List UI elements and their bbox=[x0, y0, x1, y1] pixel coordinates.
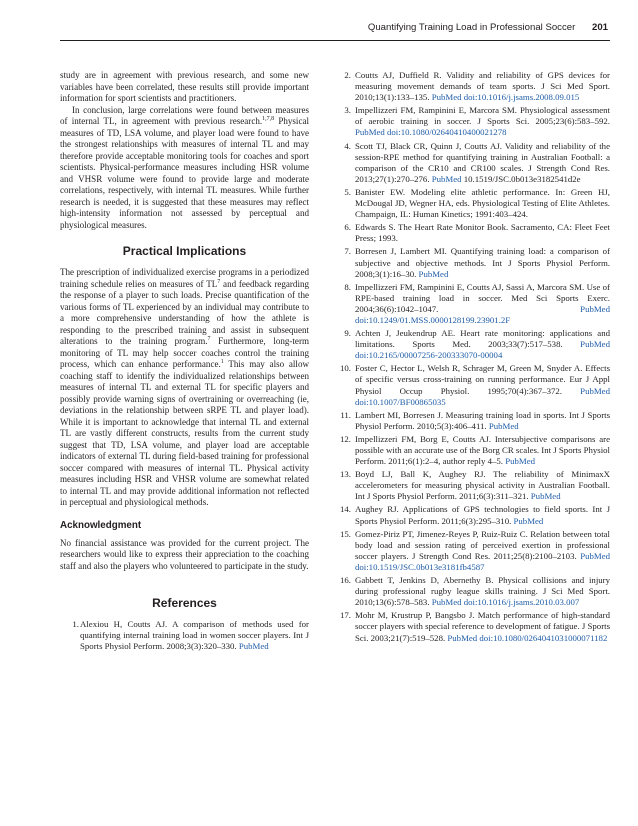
reference-item bbox=[332, 504, 610, 526]
reference-number: 16. bbox=[340, 575, 351, 586]
reference-item bbox=[332, 246, 610, 279]
reference-item bbox=[332, 222, 610, 244]
reference-item bbox=[332, 410, 610, 432]
reference-item bbox=[332, 363, 610, 407]
reference-number: 17. bbox=[340, 610, 351, 621]
reference-link[interactable]: PubMed doi:10.1080/0264041031000071182 bbox=[447, 632, 608, 643]
reference-link[interactable]: PubMed bbox=[238, 641, 269, 652]
reference-text: Gomez-Piriz PT, Jimenez-Reyes P, Ruiz-Ruiz C. Relation between total body load and session rating of perceived exertion in professional soccer players. J Strength Cond Res. 2011;25(8):2100–2103. bbox=[355, 528, 610, 561]
reference-number: 14. bbox=[340, 504, 351, 515]
reference-text: Impellizzeri FM, Borg E, Coutts AJ. Intersubjective comparisons are possible with an accurate use of the Borg CR scales. Int J Sports Physiol Perform. 2011;6(1):2–4, author reply 4–5. bbox=[355, 433, 610, 467]
page-number: 201 bbox=[591, 22, 608, 33]
paragraph-results: study are in agreement with previous research, and some new variables have been correlated, these results still provide important information for sport scientists and practitioners. bbox=[60, 70, 309, 103]
reference-number: 5. bbox=[344, 186, 351, 197]
running-header bbox=[60, 22, 608, 36]
reference-link[interactable]: PubMed doi:10.2165/00007256-200333070-00004 bbox=[355, 339, 610, 361]
left-column bbox=[60, 70, 309, 654]
reference-text: Aughey RJ. Applications of GPS technologies to field sports. Int J Sports Physiol Perform. 2011;6(3):295–310. bbox=[355, 504, 610, 526]
reference-item bbox=[332, 187, 610, 220]
reference-item bbox=[332, 610, 610, 643]
citation-sup: 1 bbox=[220, 358, 224, 365]
acknowledgment-text: No financial assistance was provided for the current project. The researchers would like to express their appreciation to the coaching staff and also the players who volunteered to participate in the study. bbox=[60, 537, 309, 571]
reference-item bbox=[332, 70, 610, 103]
reference-text: Gabbett T, Jenkins D, Abernethy B. Physical collisions and injury during professional rugby league skills training. J Sci Med Sport. 2010;13(6):578–583. bbox=[355, 575, 610, 608]
reference-item bbox=[332, 434, 610, 467]
reference-number: 10. bbox=[340, 363, 351, 374]
reference-link[interactable]: PubMed bbox=[530, 491, 561, 502]
references-heading: References bbox=[152, 596, 217, 610]
reference-number: 3. bbox=[344, 105, 351, 116]
reference-number: 12. bbox=[340, 433, 351, 444]
reference-text: Impellizzeri FM, Rampinini E, Marcora SM. Physiological assessment of aerobic training in soccer. J Sports Sci. 2005;23(6):583–592. bbox=[355, 105, 610, 127]
reference-doi: 10.1519/JSC.0b013e3182541d2e bbox=[461, 173, 581, 184]
reference-item bbox=[332, 575, 610, 608]
reference-link[interactable]: PubMed doi:10.1016/j.jsams.2008.09.015 bbox=[431, 92, 580, 103]
reference-number: 2. bbox=[344, 70, 351, 80]
practical-text-c: Furthermore, long-term monitoring of TL may help soccer coaches control the training process, which can enhance performance. bbox=[60, 336, 309, 369]
reference-link[interactable]: PubMed doi:10.1080/02640410400021278 bbox=[355, 127, 507, 138]
right-column bbox=[332, 70, 610, 646]
reference-link[interactable]: PubMed bbox=[431, 173, 462, 184]
practical-text-d: This may also allow coaching staff to identify the individualized relationships between measures of internal TL and external TL for specific players and possibly provide warning signs of overtraining or overreaching (ie, deviations in the relationship between sRPE TL and player load). While it is important to acknowledge that internal TL and external TL are vastly different constructs, results from the current study suggest that TD, LSA volume, and player load are acceptable indicators of external TL during field-based training for professional soccer compared with measures of internal TL. Physical activity measures including HSR and VHSR volume are somewhat related to internal TL and may provide additional information not reflected in perceptual and physiological methods. bbox=[60, 359, 309, 507]
reference-link[interactable]: PubMed bbox=[513, 515, 544, 526]
practical-text-b: and feedback regarding the response of a player to such loads. Precise quantification of the various forms of TL experienced by an individual may contribute to a more comprehensive understanding of how the athlete is responding to the prescribed training and assist in subsequent alterations to the training program. bbox=[60, 278, 310, 346]
reference-number: 4. bbox=[344, 140, 351, 151]
reference-text: Mohr M, Krustrup P, Bangsbo J. Match performance of high-standard soccer players with special reference to development of fatigue. J Sports Sci. 2003;21(7):519–528. bbox=[355, 610, 610, 643]
reference-link[interactable]: PubMed bbox=[488, 420, 519, 431]
conclusion-text-b: Physical measures of TD, LSA volume, and player load were found to have the strongest relationships with measures of internal TL and may therefore provide acceptable monitoring tools for coaches and sport scientists. Physical-performance measures including HSR volume and VHSR volume were found to provide large and moderate correlations, respectively, with internal TL measures. While further research is needed, it is suggested that these measures may reflect high-intensity information not assessed by perceptual and physiological measures. bbox=[60, 116, 309, 230]
reference-item bbox=[332, 105, 610, 138]
reference-item bbox=[332, 282, 610, 326]
reference-link[interactable]: PubMed doi:10.1249/01.MSS.0000128199.23901.2F bbox=[355, 303, 610, 325]
conclusion-text-a: In conclusion, large correlations were found between measures of internal TL, in agreement with previous research. bbox=[60, 104, 309, 126]
reference-text: Alexiou H, Coutts AJ. A comparison of methods used for quantifying internal training load in women soccer players. Int J Sports Physiol Perform. 2008;3(3):320–330. bbox=[80, 619, 309, 652]
practical-text-a: The prescription of individualized exercise programs in a periodized training schedule relies on measures of TL bbox=[60, 267, 309, 289]
reference-link[interactable]: PubMed doi:10.1519/JSC.0b013e3181fb4587 bbox=[355, 550, 611, 572]
reference-text: Edwards S. The Heart Rate Monitor Book. Sacramento, CA: Fleet Feet Press; 1993. bbox=[355, 222, 610, 244]
paragraph-practical bbox=[60, 267, 309, 509]
reference-item bbox=[332, 469, 610, 502]
citation-sup: 7 bbox=[207, 335, 211, 342]
running-title: Quantifying Training Load in Professional Soccer bbox=[367, 22, 576, 33]
practical-implications-heading: Practical Implications bbox=[122, 244, 247, 258]
reference-number: 15. bbox=[340, 528, 351, 539]
reference-number: 7. bbox=[344, 246, 351, 257]
header-rule bbox=[60, 40, 610, 41]
acknowledgment-heading: Acknowledgment bbox=[60, 519, 142, 531]
reference-text: Coutts AJ, Duffield R. Validity and reliability of GPS devices for measuring movement demands of team sports. J Sci Med Sport. 2010;13(1):133–135. bbox=[355, 70, 610, 103]
reference-link[interactable]: PubMed doi:10.1016/j.jsams.2010.03.007 bbox=[431, 597, 580, 608]
reference-text: Achten J, Jeukendrup AE. Heart rate monitoring: applications and limitations. Sports Med. 2003;33(7):517–538. bbox=[355, 328, 610, 350]
reference-item bbox=[332, 328, 610, 361]
reference-text: Foster C, Hector L, Welsh R, Schrager M, Green M, Snyder A. Effects of specific versus cross-training on running performance. Eur J Appl Physiol Occup Physiol. 1995;70(4):367–372. bbox=[355, 363, 610, 396]
reference-text: Scott TJ, Black CR, Quinn J, Coutts AJ. Validity and reliability of the session-RPE method for quantifying training in Australian Football: a comparison of the CR10 and CR100 scales. J Strength Cond Res. 2013;27(1):270–276. bbox=[355, 140, 610, 184]
reference-item bbox=[332, 529, 610, 573]
reference-text: Boyd LJ, Ball K, Aughey RJ. The reliability of MinimaxX accelerometers for measuring physical activity in Australian Football. Int J Sports Physiol Perform. 2011;6(3):311–321. bbox=[355, 469, 610, 502]
reference-item bbox=[332, 141, 610, 185]
paragraph-conclusion bbox=[60, 105, 309, 232]
reference-number: 6. bbox=[344, 222, 351, 233]
reference-item bbox=[60, 619, 309, 652]
reference-number: 1. bbox=[72, 619, 79, 629]
reference-list bbox=[332, 70, 610, 644]
reference-text: Lambert MI, Borresen J. Measuring training load in sports. Int J Sports Physiol Perform. 2010;5(3):406–411. bbox=[355, 409, 610, 431]
citation-sup: 1,7,8 bbox=[262, 115, 275, 122]
citation-sup: 7 bbox=[217, 278, 221, 285]
reference-text: Borresen J, Lambert MI. Quantifying training load: a comparison of subjective and objective methods. Int J Sports Physiol Perform. 2008;3(1):16–30. bbox=[355, 246, 610, 279]
reference-link[interactable]: PubMed doi:10.1007/BF00865035 bbox=[355, 385, 610, 407]
reference-number: 8. bbox=[344, 281, 351, 292]
reference-number: 13. bbox=[340, 469, 351, 480]
reference-text: Impellizzeri FM, Rampinini E, Coutts AJ, Sassi A, Marcora SM. Use of RPE-based training load in soccer. Med Sci Sports Exerc. 2004;36(6):1042–1047. bbox=[355, 281, 610, 314]
reference-link[interactable]: PubMed bbox=[418, 268, 449, 279]
reference-number: 11. bbox=[340, 409, 351, 420]
reference-text: Banister EW. Modeling elite athletic performance. In: Green HJ, McDougal JD, Wegner HA, eds. Physiological Testing of Elite Athletes. Champaign, IL: Human Kinetics; 1991:403–424. bbox=[355, 186, 610, 220]
reference-number: 9. bbox=[344, 328, 351, 339]
reference-link[interactable]: PubMed bbox=[505, 456, 536, 467]
